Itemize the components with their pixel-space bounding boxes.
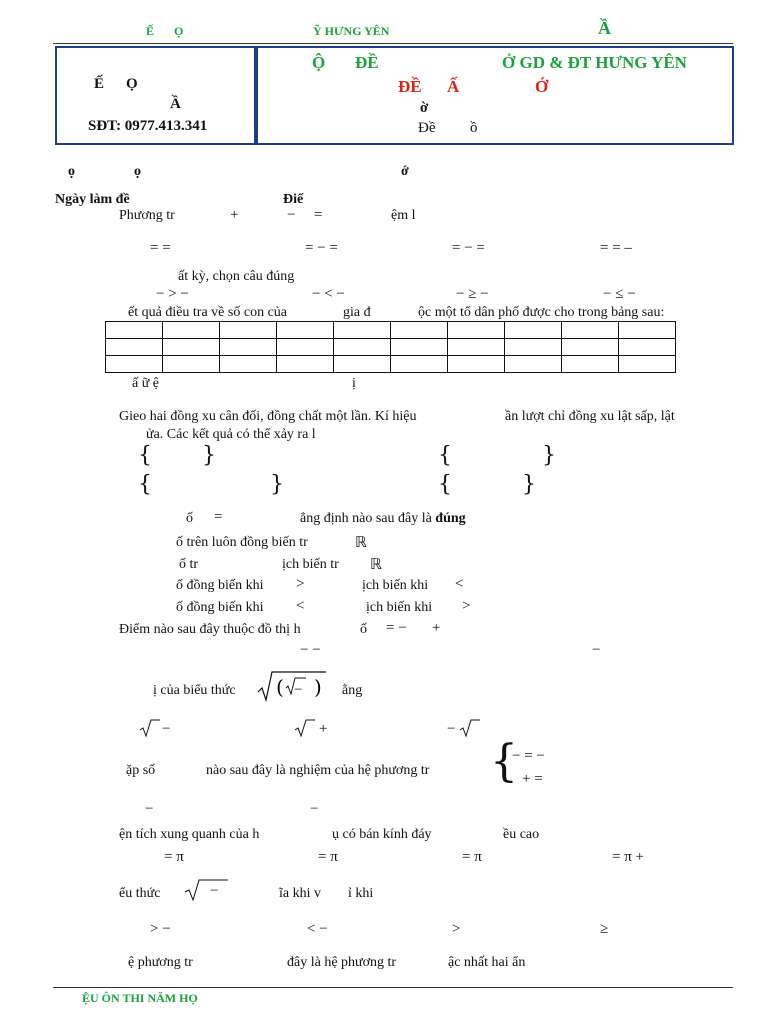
q7-option-c: − <box>447 721 456 737</box>
q2-option-d: − ≤ − <box>603 286 636 302</box>
table-cell <box>334 356 391 373</box>
q11-b: đây là hệ phương tr <box>287 955 397 970</box>
q4-line-2: ửa. Các kết quả có thể xảy ra l <box>146 427 316 442</box>
exam-title-c: Ở GD & ĐT HƯNG YÊN <box>502 53 687 72</box>
q2-option-c: − ≥ − <box>456 286 489 302</box>
q3-mid: gia đ <box>343 305 371 320</box>
q7-radical <box>256 668 328 704</box>
q5-option-a: ố trên luôn đồng biến tr <box>176 535 308 550</box>
table-cell <box>562 322 619 339</box>
q9-mid: ụ có bán kính đáy <box>332 827 432 842</box>
q3-stem: ết quả điều tra về số con của <box>128 305 287 320</box>
q6-option-b: − − <box>300 642 321 658</box>
school-line-2: Ầ <box>170 96 181 112</box>
q5-option-a-R: ℝ <box>355 535 367 551</box>
q7-a: ị của biểu thức <box>153 683 236 698</box>
info-o2: ọ <box>134 164 141 179</box>
q1-option-c: = − = <box>452 240 485 256</box>
q10-inner: − <box>210 883 219 899</box>
table-cell <box>619 356 676 373</box>
table-cell <box>619 322 676 339</box>
q8-a: ặp số <box>126 763 156 778</box>
school-phone: SĐT: 0977.413.341 <box>88 118 208 134</box>
q7-b: ằng <box>342 683 363 698</box>
footer-text: ỆU ÔN THI NĂM HỌ <box>82 991 198 1005</box>
exam-sub-f: Ớ <box>535 77 549 96</box>
q8-option-a: − <box>145 801 154 817</box>
q5-option-b-b: ịch biến tr <box>282 557 339 572</box>
q10-b: ĩa khi v <box>279 886 321 901</box>
table-row <box>106 339 676 356</box>
q5-option-d-d: > <box>462 598 471 614</box>
table-cell <box>220 339 277 356</box>
q1-tail: ệm l <box>391 208 416 223</box>
q4-option-c-open-brace: { <box>138 472 152 497</box>
q5-stem <box>300 511 466 527</box>
q4-line-1a: Gieo hai đồng xu cân đối, đồng chất một lần. Kí hiệu <box>119 409 417 424</box>
table-cell <box>163 322 220 339</box>
exam-title-a: Ộ <box>312 53 326 72</box>
exam-title-b: ĐỀ <box>355 53 379 72</box>
q8-system-brace: { <box>490 736 518 787</box>
exam-time-g: ờ <box>420 100 429 116</box>
q3-after-a: ấ ữ ệ <box>132 376 160 391</box>
q4-option-b-open-brace: { <box>438 443 452 468</box>
q5-option-c-c: ịch biến khi <box>362 578 429 593</box>
q10-option-b: < − <box>307 921 328 937</box>
table-cell <box>448 339 505 356</box>
q4-option-a-close-brace: } <box>202 443 216 468</box>
q6-option-d: − <box>592 642 601 658</box>
table-cell <box>106 322 163 339</box>
info-o3: ớ <box>401 164 409 179</box>
q10-option-d: ≥ <box>600 921 609 937</box>
q3-tail: ộc một tổ dân phố được cho trong bảng sau: <box>418 305 665 320</box>
table-cell <box>391 356 448 373</box>
q8-system-line-2: + = <box>522 771 543 787</box>
header-rule <box>53 43 733 44</box>
table-cell <box>163 356 220 373</box>
q1-option-b: = − = <box>305 240 338 256</box>
q10-option-c: > <box>452 921 461 937</box>
q6-plus: + <box>432 620 441 636</box>
table-cell <box>106 339 163 356</box>
table-cell <box>334 339 391 356</box>
q5-stem-text: ẳng định nào sau đây là <box>300 511 436 526</box>
q1-eq: = <box>314 207 323 223</box>
q5-option-d-a: ố đồng biến khi <box>176 600 264 615</box>
exam-code-i: ồ <box>470 120 478 136</box>
table-cell <box>505 339 562 356</box>
q8-b: nào sau đây là nghiệm của hệ phương tr <box>206 763 430 778</box>
q11-c: ậc nhất hai ẩn <box>448 955 526 970</box>
table-cell <box>562 356 619 373</box>
table-cell <box>106 356 163 373</box>
table-row <box>106 356 676 373</box>
table-cell <box>448 356 505 373</box>
table-cell <box>619 339 676 356</box>
q3-after-b: ị <box>352 376 356 391</box>
q4-option-b-close-brace: } <box>542 443 556 468</box>
q4-option-a-open-brace: { <box>138 443 152 468</box>
q9-option-d: = π + <box>612 849 644 865</box>
q5-a: ố <box>186 511 193 526</box>
q8-option-b: − <box>310 801 319 817</box>
q1-minus: − <box>287 207 296 223</box>
q5-option-c-a: ố đồng biến khi <box>176 578 264 593</box>
table-cell <box>505 322 562 339</box>
q4-option-d-close-brace: } <box>522 472 536 497</box>
q5-option-d-b: < <box>296 598 305 614</box>
table-cell <box>334 322 391 339</box>
q5-option-d-c: ịch biến khi <box>366 600 433 615</box>
q5-option-c-b: > <box>296 576 305 592</box>
q7-option-b: + <box>319 721 328 737</box>
table-cell <box>505 356 562 373</box>
table-cell <box>391 339 448 356</box>
table-cell <box>277 356 334 373</box>
q5-option-b-R: ℝ <box>370 557 382 573</box>
info-o1: ọ <box>68 164 75 179</box>
q1-stem: Phương tr <box>119 208 175 223</box>
q10-a: ểu thức <box>119 886 161 901</box>
q2-option-a: − > − <box>156 286 189 302</box>
svg-text:(: ( <box>276 675 284 699</box>
svg-text:): ) <box>314 675 322 699</box>
table-cell <box>391 322 448 339</box>
table-row <box>106 322 676 339</box>
q6-stem: Điểm nào sau đây thuộc đồ thị h <box>119 622 301 637</box>
q9-option-c: = π <box>462 849 482 865</box>
q6-eq: = − <box>386 620 407 636</box>
q10-option-a: > − <box>150 921 171 937</box>
header-left-1: Ế <box>146 24 155 38</box>
q10-c: ỉ khi <box>348 886 374 901</box>
school-line-1b: Ọ <box>126 76 138 92</box>
q1-option-a: = = <box>150 240 171 256</box>
q7-option-c-radical <box>459 718 481 738</box>
exam-code-h: Đề <box>418 120 436 136</box>
q6-a: ố <box>360 622 367 637</box>
table-cell <box>220 356 277 373</box>
exam-sub-d: ĐỀ <box>398 77 422 96</box>
table-cell <box>448 322 505 339</box>
q9-stem: ện tích xung quanh của h <box>119 827 260 842</box>
q4-option-d-open-brace: { <box>438 472 452 497</box>
q7-option-a-radical <box>139 718 161 738</box>
school-line-1a: Ế <box>94 76 105 92</box>
header-left-2: Ọ <box>174 24 184 38</box>
table-cell <box>277 322 334 339</box>
q5-option-c-d: < <box>455 576 464 592</box>
q7-option-b-radical <box>294 718 316 738</box>
header-right: Ầ <box>598 18 611 38</box>
q11-a: ệ phương tr <box>128 955 193 970</box>
q1-plus: + <box>230 207 239 223</box>
table-cell <box>220 322 277 339</box>
info-score-label: Điể <box>283 192 304 207</box>
footer-rule <box>53 987 733 988</box>
table-cell <box>562 339 619 356</box>
q4-option-c-close-brace: } <box>270 472 284 497</box>
q7-option-a: − <box>162 721 171 737</box>
info-date-label: Ngày làm đề <box>55 192 130 207</box>
q5-eq: = <box>214 509 223 525</box>
q10-radical <box>184 878 230 902</box>
q4-line-1b: ần lượt chỉ đồng xu lật sấp, lật <box>505 409 675 424</box>
q2-stem: ất kỳ, chọn câu đúng <box>178 269 295 284</box>
exam-sub-e: Ấ <box>447 77 460 96</box>
table-cell <box>277 339 334 356</box>
q2-option-b: − < − <box>312 286 345 302</box>
q5-option-b-a: ố tr <box>179 557 199 572</box>
q9-option-a: = π <box>164 849 184 865</box>
header-center: Ỹ HƯNG YÊN <box>313 24 390 38</box>
q1-option-d: = = – <box>600 240 632 256</box>
q8-system-line-1: − = − <box>512 748 545 764</box>
q5-stem-bold: đúng <box>435 511 466 526</box>
q7-inner: − <box>294 682 303 698</box>
q3-data-table <box>105 321 676 373</box>
q9-tail: ều cao <box>503 827 540 842</box>
q9-option-b: = π <box>318 849 338 865</box>
table-cell <box>163 339 220 356</box>
